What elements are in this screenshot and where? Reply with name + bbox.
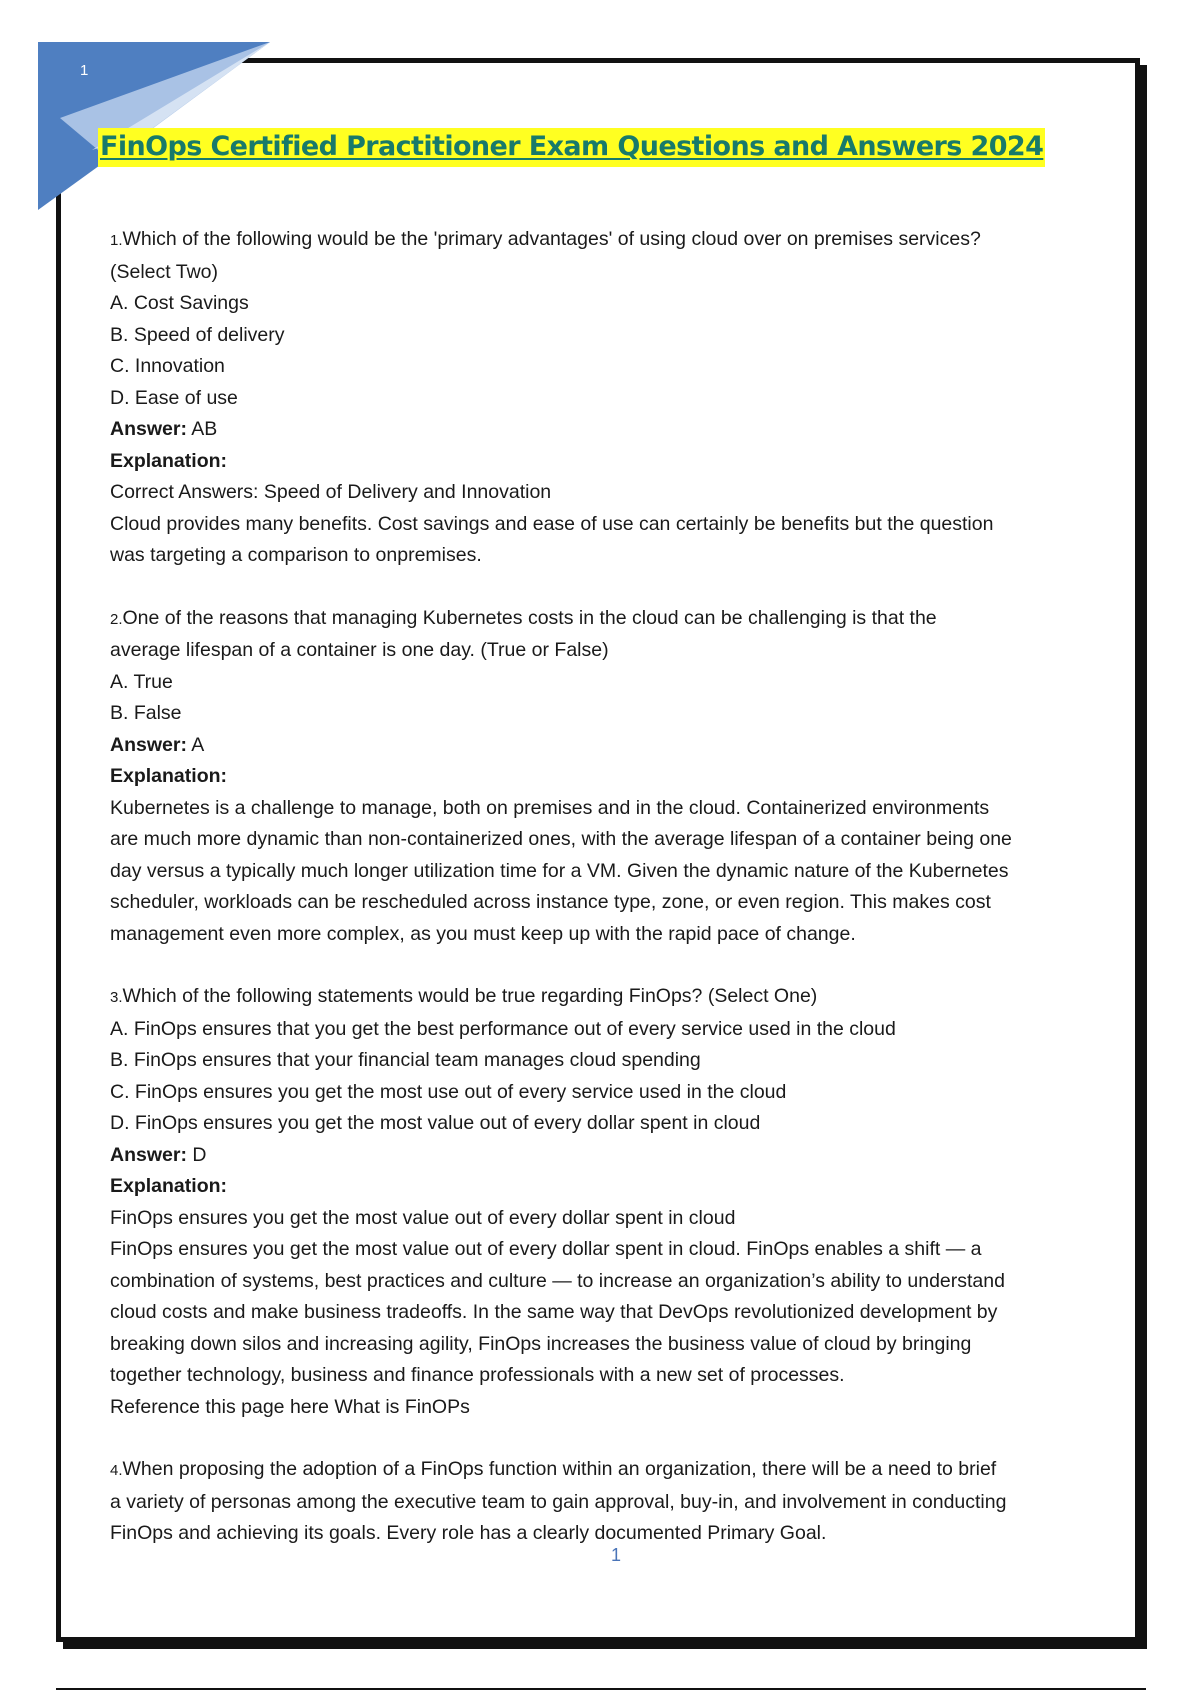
option-a: A. True xyxy=(110,670,173,693)
page-number: 1 xyxy=(610,1545,621,1565)
answer-value: D xyxy=(186,1143,207,1166)
answer-label: Answer: xyxy=(110,733,187,756)
option-a: A. Cost Savings xyxy=(110,292,249,314)
explanation-line: are much more dynamic than non-containerized ones, with the average lifespan of a container being one xyxy=(110,828,1012,850)
question-text-line: a variety of personas among the executive team to gain approval, buy-in, and involvement in conducting xyxy=(110,1490,1007,1513)
option-b: B. Speed of delivery xyxy=(110,323,285,346)
answer-label: Answer: xyxy=(110,1143,187,1166)
explanation-line: day versus a typically much longer utilization time for a VM. Given the dynamic nature of the Kubernetes xyxy=(110,859,1009,882)
explanation-line: Reference this page here What is FinOPs xyxy=(110,1395,470,1418)
question-4 xyxy=(110,1454,1100,1550)
answer-value: A xyxy=(186,733,205,756)
explanation-label: Explanation: xyxy=(110,1175,228,1197)
question-2 xyxy=(110,603,1100,951)
question-list xyxy=(110,224,1100,1550)
answer-line xyxy=(110,730,1100,762)
question-text: When proposing the adoption of a FinOps function within an organization, there will be a need to brief xyxy=(122,1458,997,1480)
explanation-line: breaking down silos and increasing agility, FinOps increases the business value of cloud by bringing xyxy=(110,1332,972,1355)
question-text-line xyxy=(110,1454,1100,1487)
explanation-line: was targeting a comparison to onpremises. xyxy=(110,544,482,566)
explanation-line: cloud costs and make business tradeoffs. In the same way that DevOps revolutionized development by xyxy=(110,1301,998,1323)
explanation-line: FinOps ensures you get the most value out of every dollar spent in cloud. FinOps enables a shift — a xyxy=(110,1238,982,1260)
option-c: C. FinOps ensures you get the most use out of every service used in the cloud xyxy=(110,1080,787,1103)
question-3 xyxy=(110,981,1100,1423)
question-text-line: (Select Two) xyxy=(110,260,219,283)
option-b: B. False xyxy=(110,702,182,724)
bottom-divider xyxy=(56,1688,1146,1690)
option-c: C. Innovation xyxy=(110,355,225,377)
explanation-line: Correct Answers: Speed of Delivery and Innovation xyxy=(110,481,552,503)
answer-line xyxy=(110,414,1100,446)
question-text-line xyxy=(110,981,1100,1014)
question-number: 2. xyxy=(110,610,123,628)
explanation-label: Explanation: xyxy=(110,449,228,472)
question-number: 4. xyxy=(110,1462,123,1479)
explanation-line: combination of systems, best practices and culture — to increase an organization’s ability to understand xyxy=(110,1269,1005,1292)
option-d: D. FinOps ensures you get the most value out of every dollar spent in cloud xyxy=(110,1112,761,1134)
document-title: FinOps Certified Practitioner Exam Questions and Answers 2024 xyxy=(98,128,1045,167)
title-area xyxy=(98,128,1045,167)
question-1 xyxy=(110,224,1100,572)
answer-line xyxy=(110,1140,1100,1172)
question-number: 3. xyxy=(110,989,123,1006)
question-text-line: FinOps and achieving its goals. Every role has a clearly documented Primary Goal. xyxy=(110,1522,827,1544)
answer-label: Answer: xyxy=(110,418,187,440)
question-text-line: average lifespan of a container is one day. (True or False) xyxy=(110,639,609,661)
explanation-line: Kubernetes is a challenge to manage, both on premises and in the cloud. Containerized environments xyxy=(110,796,990,819)
question-text-line xyxy=(110,224,1100,257)
explanation-line: together technology, business and finance professionals with a new set of processes. xyxy=(110,1364,845,1386)
question-text-line xyxy=(110,603,1100,636)
corner-page-number: 1 xyxy=(80,62,89,79)
explanation-line: FinOps ensures you get the most value out of every dollar spent in cloud xyxy=(110,1206,736,1229)
explanation-label: Explanation: xyxy=(110,765,228,787)
question-text: Which of the following would be the 'primary advantages' of using cloud over on premises services? xyxy=(122,228,981,250)
option-d: D. Ease of use xyxy=(110,386,238,409)
corner-decoration xyxy=(0,0,300,220)
question-number: 1. xyxy=(110,232,123,249)
option-a: A. FinOps ensures that you get the best performance out of every service used in the cloud xyxy=(110,1017,896,1040)
explanation-line: Cloud provides many benefits. Cost savings and ease of use can certainly be benefits but the question xyxy=(110,512,994,535)
explanation-line: scheduler, workloads can be rescheduled across instance type, zone, or even region. This makes cost xyxy=(110,891,991,913)
explanation-line: management even more complex, as you must keep up with the rapid pace of change. xyxy=(110,922,856,945)
question-text: Which of the following statements would be true regarding FinOps? (Select One) xyxy=(122,985,818,1007)
question-text: One of the reasons that managing Kubernetes costs in the cloud can be challenging is that the xyxy=(122,606,937,629)
answer-value: AB xyxy=(186,418,218,440)
option-b: B. FinOps ensures that your financial team manages cloud spending xyxy=(110,1049,701,1071)
